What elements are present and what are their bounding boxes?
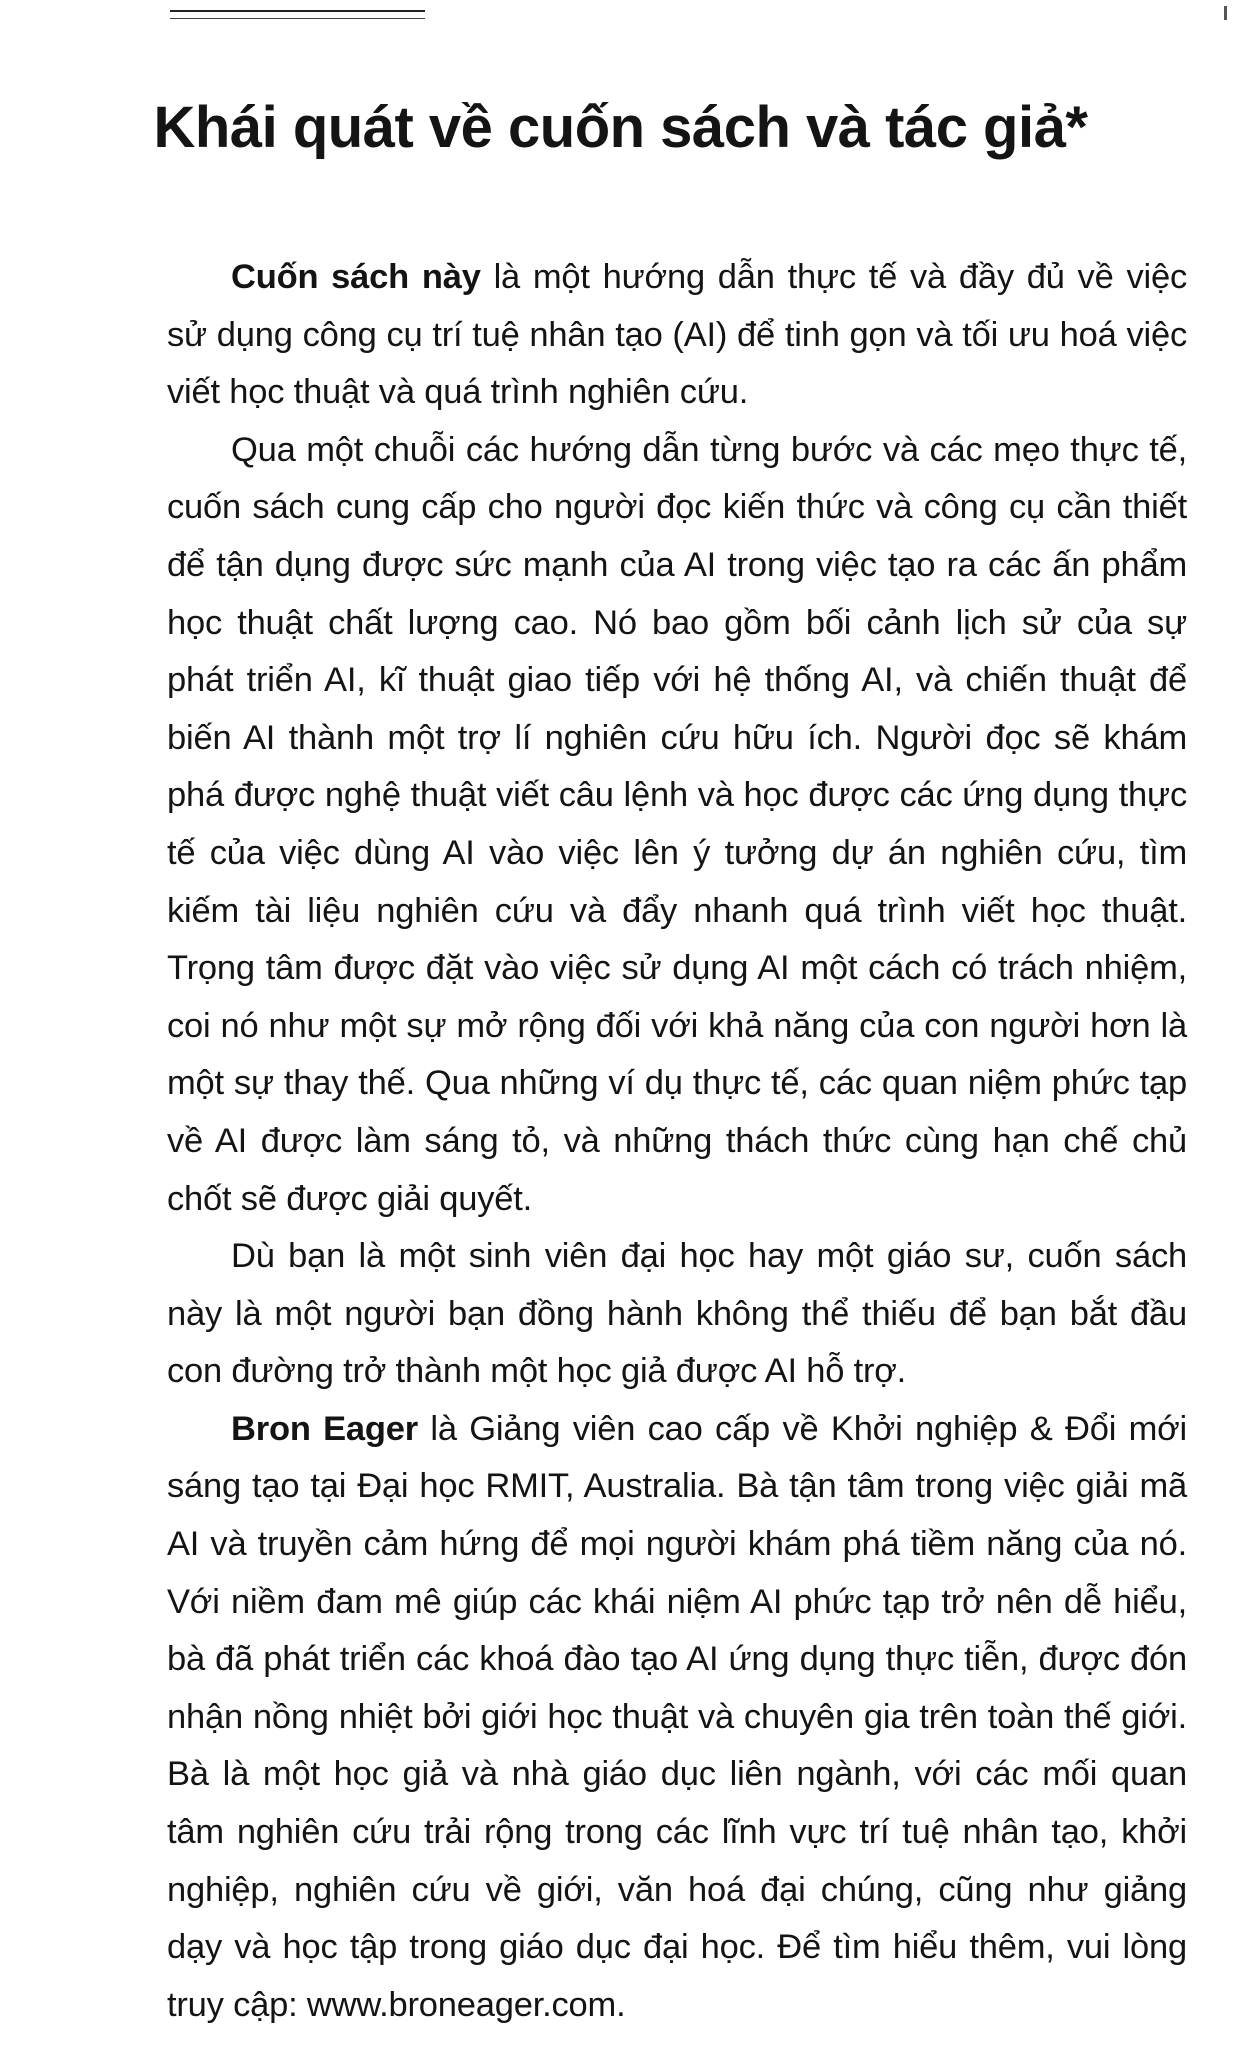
body-text [167, 249, 1187, 2034]
paragraph-text: là Giảng viên cao cấp về Khởi nghiệp & Đổi mới sáng tạo tại Đại học RMIT, Australia. Bà tận tâm trong việc giải mã AI và truyền cảm hứng để mọi người khám phá tiềm năng của nó. Với niềm đam mê giúp các khái niệm AI phức tạp trở nên dễ hiểu, bà đã phát triển các khoá đào tạo AI ứng dụng thực tiễn, được đón nhận nồng nhiệt bởi giới học thuật và chuyên gia trên toàn thế giới. Bà là một học giả và nhà giáo dục liên ngành, với các mối quan tâm nghiên cứu trải rộng trong các lĩnh vực trí tuệ nhân tạo, khởi nghiệp, nghiên cứu về giới, văn hoá đại chúng, cũng như giảng dạy và học tập trong giáo dục đại học. Để tìm hiểu thêm, vui lòng truy cập: www.broneager.com. [167, 1409, 1187, 2024]
paragraph-text: Dù bạn là một sinh viên đại học hay một giáo sư, cuốn sách này là một người bạn đồng hành không thể thiếu để bạn bắt đầu con đường trở thành một học giả được AI hỗ trợ. [167, 1237, 1187, 1391]
paragraph-author-bio [167, 1401, 1187, 2035]
paragraph-book-content [167, 422, 1187, 1228]
scan-edge-mark [1224, 6, 1227, 20]
paragraph-book-intro [167, 249, 1187, 422]
page-title: Khái quát về cuốn sách và tác giả* [153, 95, 1088, 160]
paragraph-text: là một hướng dẫn thực tế và đầy đủ về việc sử dụng công cụ trí tuệ nhân tạo (AI) để tinh gọn và tối ưu hoá việc viết học thuật và quá trình nghiên cứu. [167, 258, 1187, 412]
top-rule [170, 10, 425, 19]
paragraph-text: Qua một chuỗi các hướng dẫn từng bước và các mẹo thực tế, cuốn sách cung cấp cho người đọc kiến thức và công cụ cần thiết để tận dụng được sức mạnh của AI trong việc tạo ra các ấn phẩm học thuật chất lượng cao. Nó bao gồm bối cảnh lịch sử của sự phát triển AI, kĩ thuật giao tiếp với hệ thống AI, và chiến thuật để biến AI thành một trợ lí nghiên cứu hữu ích. Người đọc sẽ khám phá được nghệ thuật viết câu lệnh và học được các ứng dụng thực tế của việc dùng AI vào việc lên ý tưởng dự án nghiên cứu, tìm kiếm tài liệu nghiên cứu và đẩy nhanh quá trình viết học thuật. Trọng tâm được đặt vào việc sử dụng AI một cách có trách nhiệm, coi nó như một sự mở rộng đối với khả năng của con người hơn là một sự thay thế. Qua những ví dụ thực tế, các quan niệm phức tạp về AI được làm sáng tỏ, và những thách thức cùng hạn chế chủ chốt sẽ được giải quyết. [167, 430, 1187, 1218]
paragraph-lead: Cuốn sách này [231, 258, 481, 296]
paragraph-lead: Bron Eager [231, 1409, 418, 1448]
paragraph-audience [167, 1228, 1187, 1401]
